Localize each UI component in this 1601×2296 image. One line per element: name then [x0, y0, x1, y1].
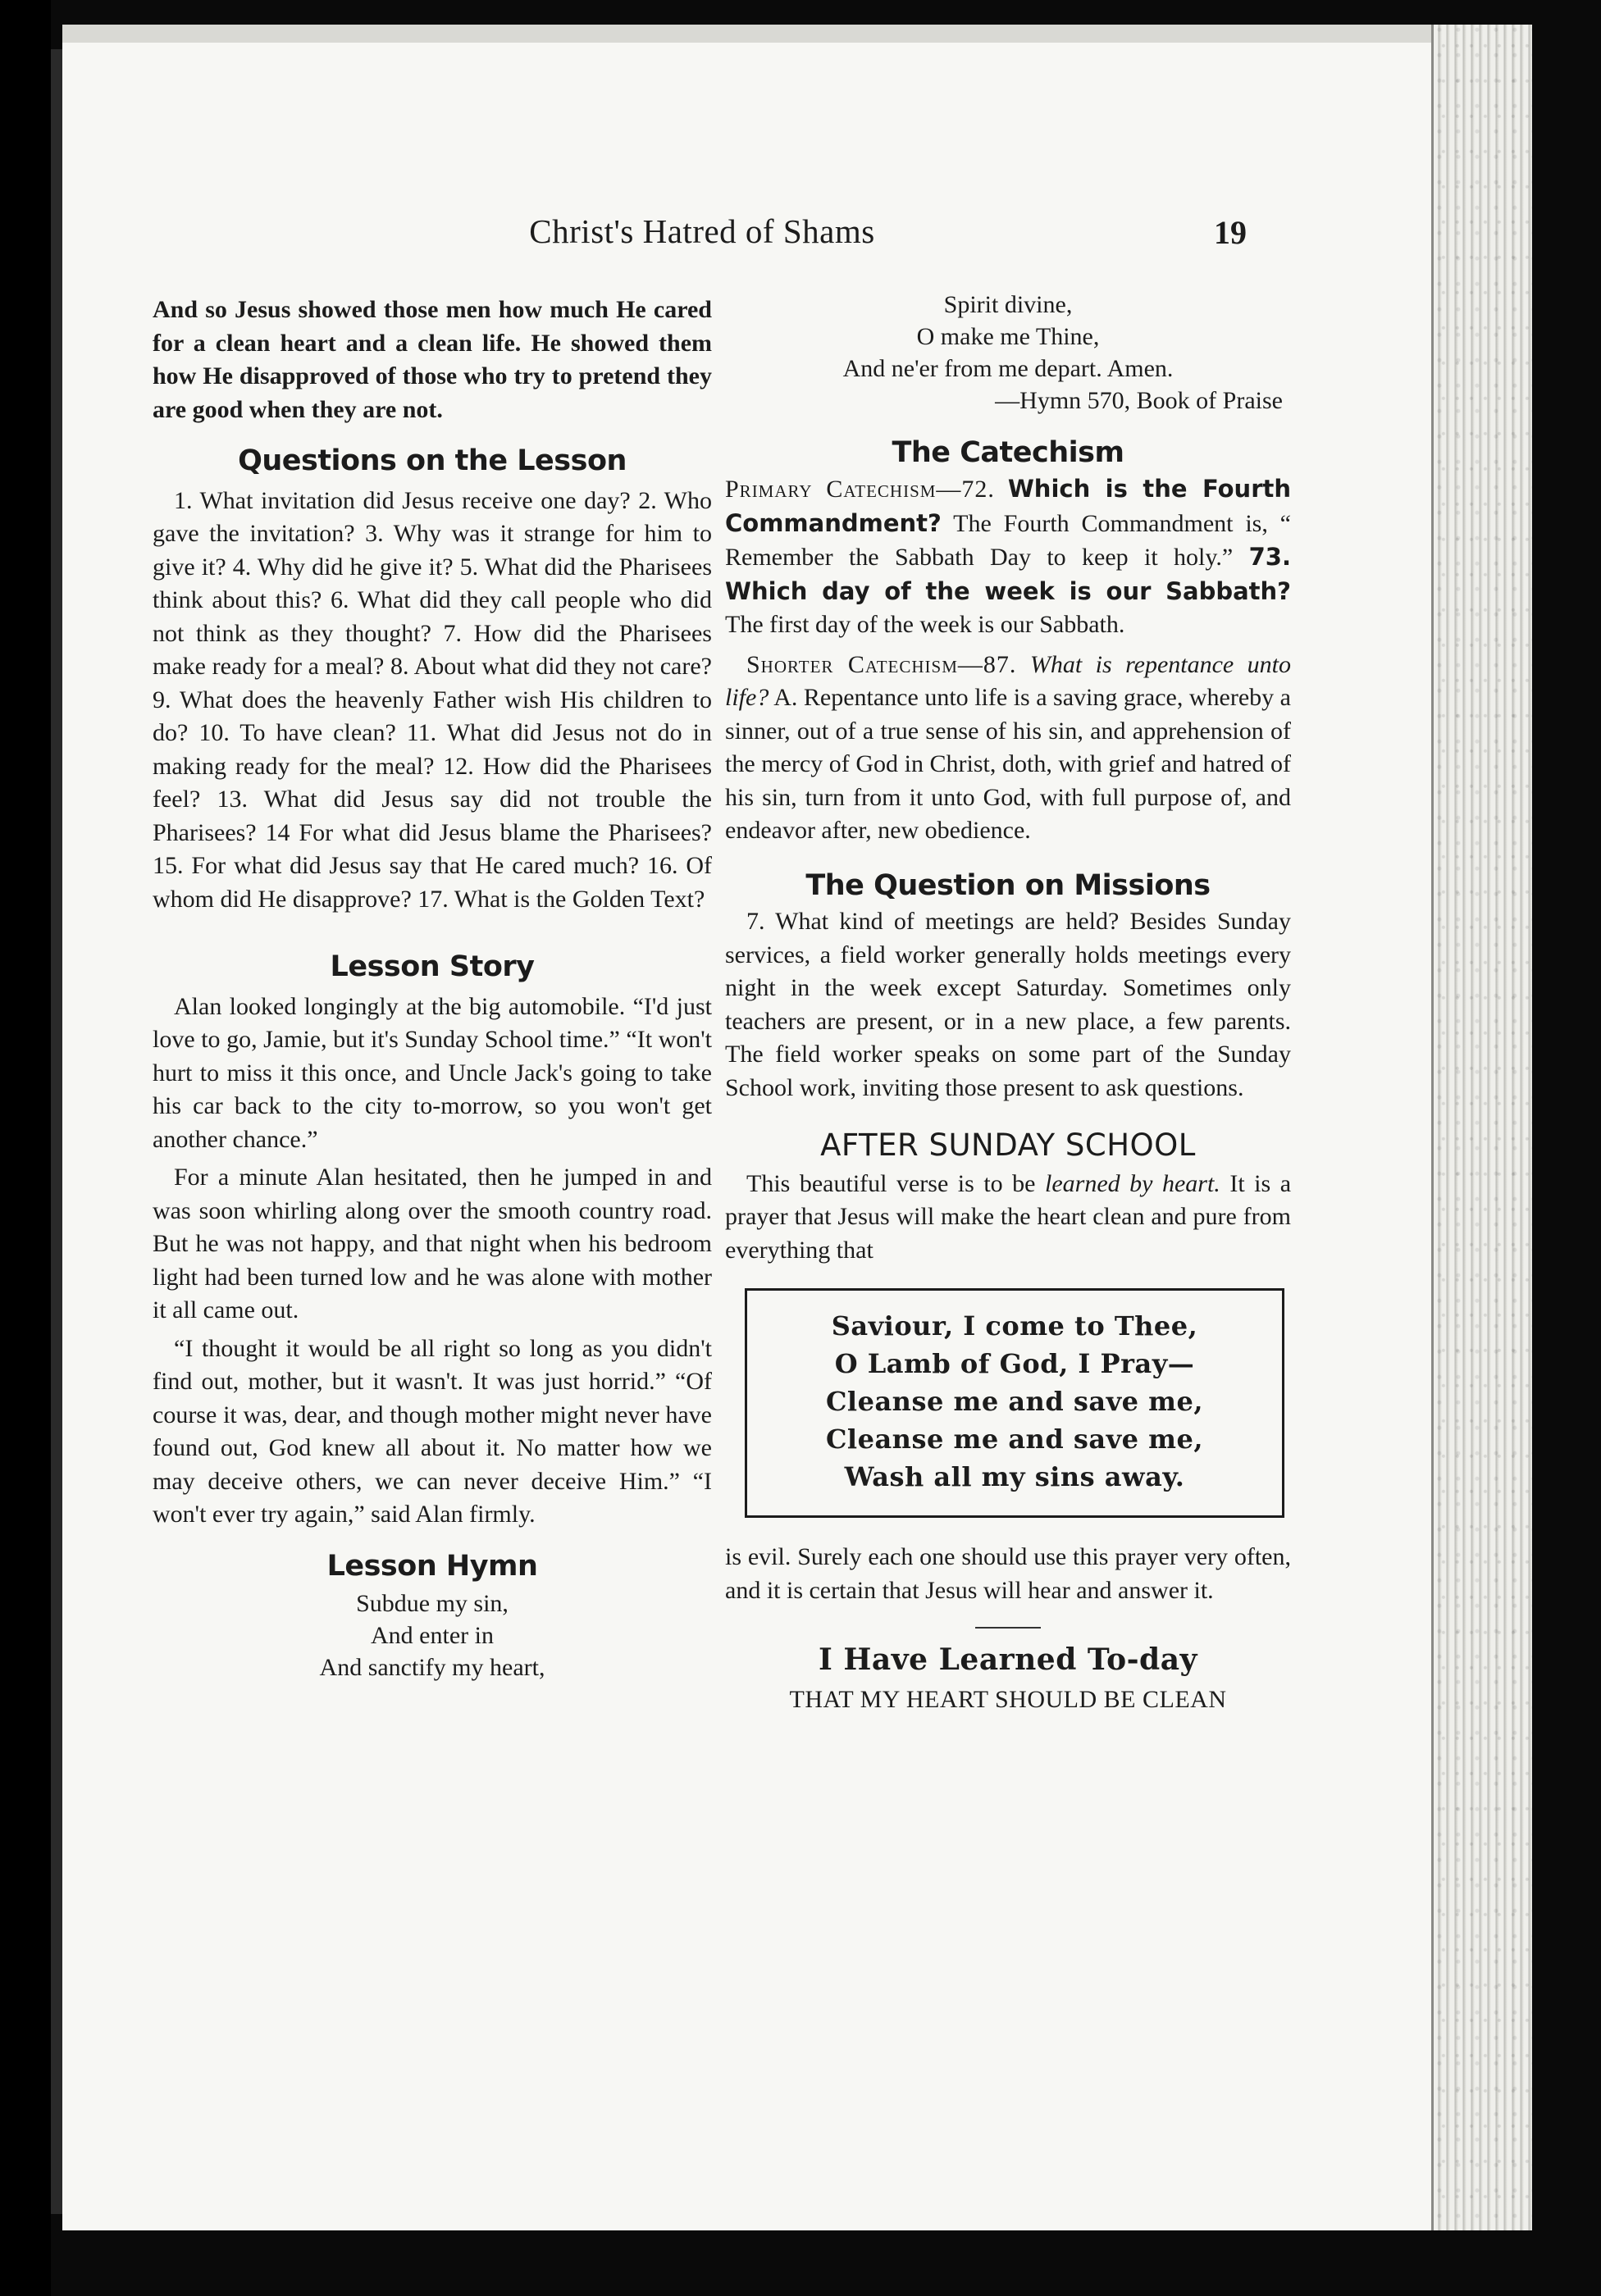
- hymn-line: And enter in: [371, 1622, 494, 1649]
- page-stack-edges: [1431, 25, 1532, 2230]
- primary-catechism: [725, 472, 1291, 642]
- hymn-line: And ne'er from me depart. Amen.: [842, 355, 1174, 382]
- story-paragraph-3: “I thought it would be all right so long as you didn't find out, mother, but it wasn't. It was just horrid.” “Of course it was, dear, and though mother might never have found out, God knew all about it. No matter how we may deceive others, we can never deceive Him.” “I won't ever try again,” said Alan firmly.: [153, 1334, 712, 1528]
- hymn-line: And sanctify my heart,: [319, 1654, 545, 1681]
- shorter-catechism: [725, 649, 1291, 848]
- prayer-line: Saviour, I come to Thee,: [831, 1310, 1198, 1342]
- questions-paragraph: 1. What invitation did Jesus receive one day? 2. Who gave the invitation? 3. Why was it strange for him to give it? 4. Why did he give it? 5. What did the Pharisees think about this? 6. What did they call people who did not think as they thought? 7. How did the Pharisees make ready for a meal? 8. About what did they not care? 9. What does the heavenly Father wish His children to do? 10. To have clean? 11. What did Jesus not do in making ready for the meal? 12. How did the Pharisees feel? 13. What did Jesus say did not trouble the Pharisees? 14 For what did Jesus blame the Pharisees? 15. For what did Jesus say that He cared much? 16. Of whom did He disapprove? 17. What is the Golden Text?: [153, 486, 712, 913]
- after-outro: is evil. Surely each one should use this prayer very often, and it is certain that Jesus will hear and answer it.: [725, 1543, 1291, 1604]
- intro-paragraph: And so Jesus showed those men how much He cared for a clean heart and a clean life. He showed them how He disapproved of those who try to pretend they are good when they are not.: [153, 296, 712, 423]
- hymn-attribution: —Hymn 570, Book of Praise: [995, 387, 1283, 414]
- scan-left-margin: [0, 0, 51, 2296]
- page-number: 19: [1214, 214, 1247, 251]
- after-intro-text-a: This beautiful verse is to be: [746, 1169, 1036, 1197]
- prayer-line: Cleanse me and save me,: [825, 1386, 1204, 1417]
- hymn-heading: Lesson Hymn: [326, 1549, 538, 1583]
- right-column: [725, 291, 1292, 1716]
- learned-today-heading: I Have Learned To-day: [819, 1642, 1197, 1677]
- prayer-box: [745, 1288, 1284, 1518]
- hymn-line: Subdue my sin,: [356, 1590, 509, 1617]
- answer-72: The Fourth Commandment is, “ Remember the Sabbath Day to keep it holy.”: [725, 509, 1291, 571]
- after-intro-emphasis: learned by heart.: [1045, 1169, 1220, 1197]
- story-paragraph-2: For a minute Alan hesitated, then he jumped in and was soon whirling along over the smooth country road. But he was not happy, and that night when his bedroom light had been turned low and he was alone with mother it all came out.: [153, 1164, 712, 1323]
- prayer-line: O Lamb of God, I Pray—: [834, 1348, 1195, 1379]
- after-sunday-school-heading: AFTER SUNDAY SCHOOL: [820, 1128, 1196, 1163]
- hymn-line: O make me Thine,: [916, 323, 1100, 350]
- answer-87: A. Repentance unto life is a saving grace, whereby a sinner, out of a true sense of his sin, and apprehension of the mercy of God in Christ, doth, with grief and hatred of his sin, turn from it unto God, with full purpose of, and endeavor after, new obedience.: [725, 684, 1291, 844]
- left-column: [153, 294, 712, 1683]
- divider-rule: [975, 1627, 1041, 1629]
- after-intro: [725, 1168, 1291, 1268]
- book-spine: [51, 49, 62, 2214]
- question-73: 73. Which day of the week is our Sabbath?: [725, 543, 1291, 605]
- primary-catechism-label: Primary Catechism—72.: [725, 476, 995, 503]
- after-intro-text-b: It is a prayer that Jesus will make the heart clean and pure from everything that: [725, 1169, 1292, 1264]
- running-head: Christ's Hatred of Shams: [529, 212, 875, 250]
- catechism-heading: The Catechism: [892, 435, 1124, 469]
- story-paragraph-1: Alan looked longingly at the big automobile. “I'd just love to go, Jamie, but it's Sunday School time.” “It won't hurt to miss it this once, and Uncle Jack's going to take his car back to the city to-morrow, so you won't get another chance.”: [153, 992, 712, 1153]
- missions-heading: The Question on Missions: [805, 868, 1211, 902]
- hymn-continuation: [725, 289, 1291, 385]
- hymn-verse: [153, 1588, 712, 1683]
- question-87: What is repentance unto life?: [725, 650, 1292, 711]
- prayer-line: Wash all my sins away.: [844, 1461, 1185, 1492]
- questions-heading: Questions on the Lesson: [238, 444, 627, 477]
- question-72: Which is the Fourth Commandment?: [725, 475, 1292, 537]
- shorter-catechism-label: Shorter Catechism—87.: [746, 650, 1017, 678]
- missions-paragraph: 7. What kind of meetings are held? Besides Sunday services, a field worker generally holds meetings every night in the week except Saturday. Sometimes only teachers are present, or in a new place, a few parents. The field worker speaks on some part of the Sunday School work, inviting those present to ask questions.: [725, 908, 1291, 1101]
- story-heading: Lesson Story: [330, 950, 535, 983]
- prayer-line: Cleanse me and save me,: [825, 1424, 1204, 1455]
- learned-today-text: THAT MY HEART SHOULD BE CLEAN: [789, 1685, 1227, 1713]
- hymn-line: Spirit divine,: [943, 291, 1073, 318]
- answer-73: The first day of the week is our Sabbath.: [725, 611, 1125, 638]
